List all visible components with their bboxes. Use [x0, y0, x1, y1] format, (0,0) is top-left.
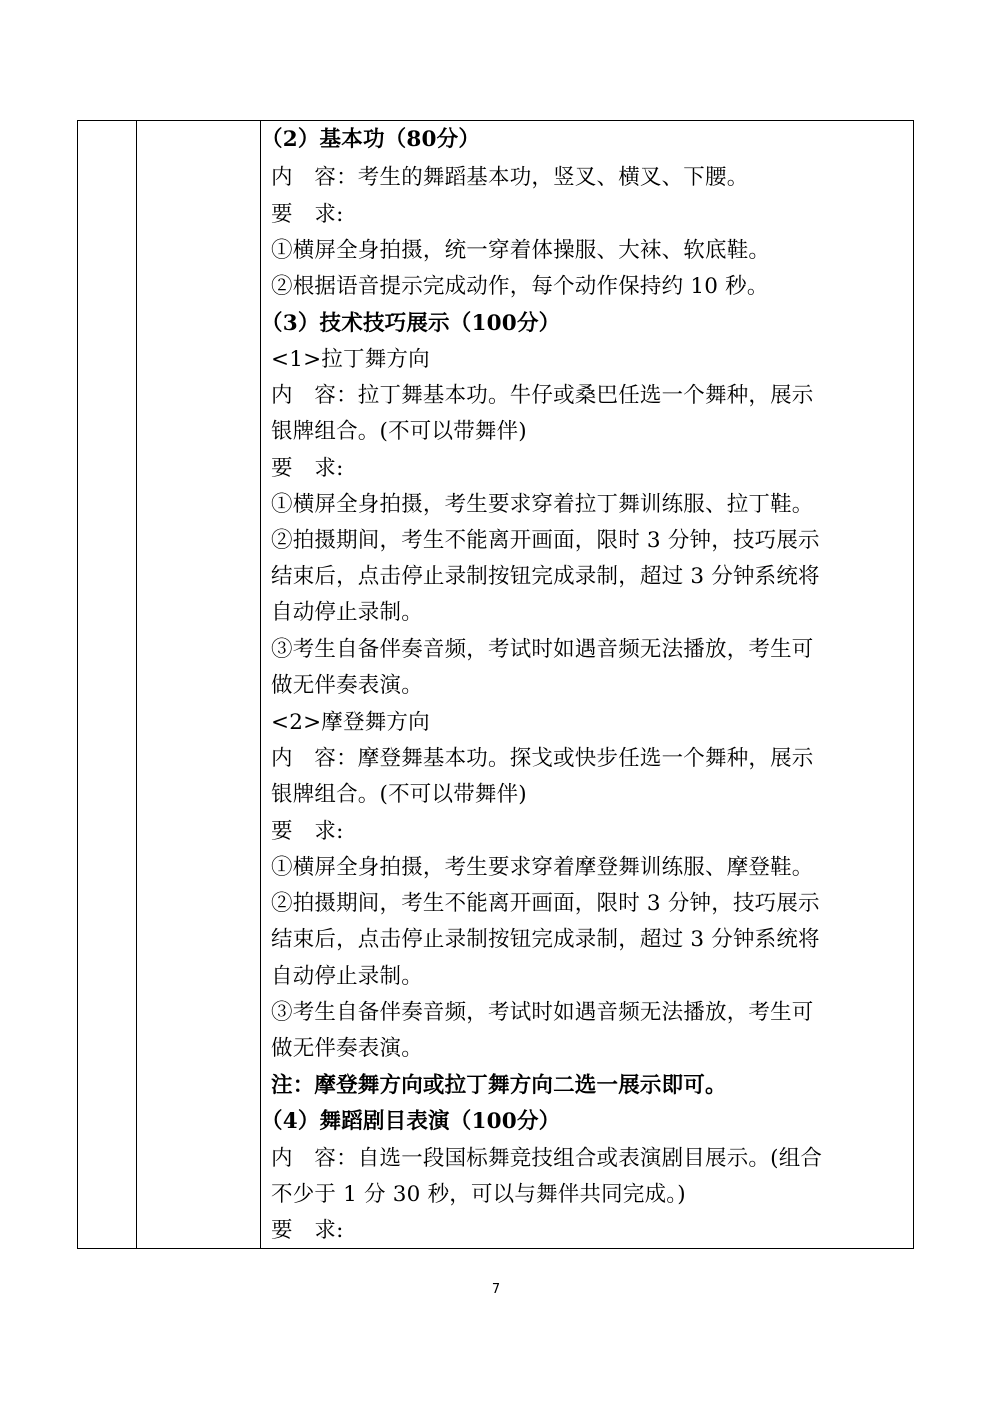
text-line: 不少于 1 分 30 秒，可以与舞伴共同完成。) — [271, 1182, 686, 1207]
table-column-divider-2 — [260, 121, 261, 1248]
section-heading-basic-skills: （2）基本功（80分） — [261, 127, 481, 152]
text-line: 结束后，点击停止录制按钮完成录制，超过 3 分钟系统将 — [271, 927, 820, 952]
text-line: ①横屏全身拍摄，统一穿着体操服、大袜、软底鞋。 — [271, 238, 771, 263]
text-line: 要 求: — [271, 202, 344, 227]
text-line: 自动停止录制。 — [271, 964, 423, 989]
text-line: 要 求: — [271, 1218, 344, 1243]
text-line: 银牌组合。(不可以带舞伴) — [271, 419, 527, 444]
text-line: ①横屏全身拍摄，考生要求穿着拉丁舞训练服、拉丁鞋。 — [271, 492, 814, 517]
text-line: 要 求: — [271, 819, 344, 844]
text-line: 要 求: — [271, 456, 344, 481]
text-line: ①横屏全身拍摄，考生要求穿着摩登舞训练服、摩登鞋。 — [271, 855, 814, 880]
subheading-latin: <1>拉丁舞方向 — [271, 347, 430, 372]
text-line: 自动停止录制。 — [271, 600, 423, 625]
content-table — [77, 120, 914, 1249]
text-line: ②拍摄期间，考生不能离开画面，限时 3 分钟，技巧展示 — [271, 891, 820, 916]
text-line: 内 容：考生的舞蹈基本功，竖叉、横叉、下腰。 — [271, 165, 749, 190]
text-line: 银牌组合。(不可以带舞伴) — [271, 782, 527, 807]
text-line: 内 容：摩登舞基本功。探戈或快步任选一个舞种，展示 — [271, 746, 814, 771]
text-line: ②拍摄期间，考生不能离开画面，限时 3 分钟，技巧展示 — [271, 528, 820, 553]
section-heading-technique: （3）技术技巧展示（100分） — [261, 311, 561, 336]
text-line: 做无伴奏表演。 — [271, 673, 423, 698]
text-line: 做无伴奏表演。 — [271, 1036, 423, 1061]
note-line: 注：摩登舞方向或拉丁舞方向二选一展示即可。 — [271, 1073, 727, 1098]
table-column-divider-1 — [136, 121, 137, 1248]
text-line: ③考生自备伴奏音频，考试时如遇音频无法播放，考生可 — [271, 1000, 814, 1025]
subheading-modern: <2>摩登舞方向 — [271, 710, 430, 735]
section-heading-performance: （4）舞蹈剧目表演（100分） — [261, 1109, 561, 1134]
text-line: 内 容：拉丁舞基本功。牛仔或桑巴任选一个舞种，展示 — [271, 383, 814, 408]
text-line: ②根据语音提示完成动作，每个动作保持约 10 秒。 — [271, 274, 769, 299]
page-number: 7 — [491, 1282, 501, 1297]
text-line: 结束后，点击停止录制按钮完成录制，超过 3 分钟系统将 — [271, 564, 820, 589]
text-line: ③考生自备伴奏音频，考试时如遇音频无法播放，考生可 — [271, 637, 814, 662]
text-line: 内 容：自选一段国标舞竞技组合或表演剧目展示。(组合 — [271, 1146, 823, 1171]
